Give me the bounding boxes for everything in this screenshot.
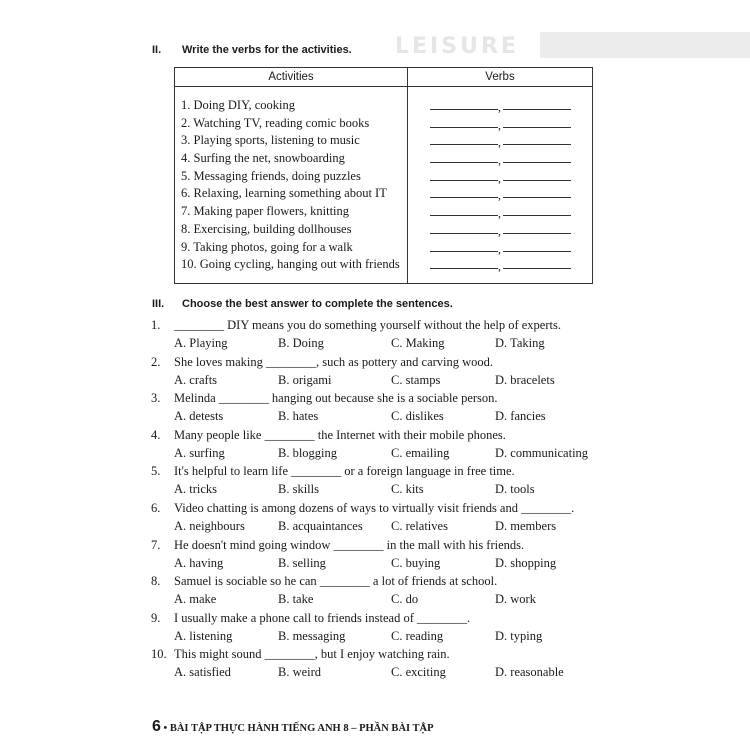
comma-separator: , [498,170,501,185]
question-item [151,574,611,611]
question-number: 9. [151,610,161,625]
verb-blank-1[interactable] [430,233,498,234]
section-2-heading [152,44,352,56]
verb-blank-1[interactable] [430,268,498,269]
question-item [151,611,611,648]
question-text: This might sound ________, but I enjoy watching rain. [174,647,450,662]
question-number: 6. [151,500,161,515]
answer-option[interactable]: B. origami [278,372,332,387]
question-stem [151,611,470,626]
activity-item: 1. Doing DIY, cooking [181,98,296,112]
question-stem [151,428,506,443]
answer-option[interactable]: C. buying [391,555,441,570]
verb-blank-2[interactable] [503,180,571,181]
answer-option[interactable]: A. detests [174,409,224,424]
answer-option[interactable]: C. Making [391,336,445,350]
question-text: Video chatting is among dozens of ways to virtually visit friends and ________. [174,500,575,515]
answer-option[interactable]: B. acquaintances [278,518,363,533]
answer-option[interactable]: D. fancies [495,409,546,424]
verbs-header: Verbs [408,68,593,87]
verb-blank-1[interactable] [430,180,498,181]
verb-answer-row [408,221,592,239]
verb-answer-row [408,256,592,274]
answer-option[interactable]: A. make [174,592,217,607]
answer-option[interactable]: C. do [391,592,419,607]
verb-blank-1[interactable] [430,144,498,145]
question-text: Many people like ________ the Internet with their mobile phones. [174,427,506,442]
verb-blank-2[interactable] [503,215,571,216]
question-item [151,464,611,501]
verb-blank-2[interactable] [503,197,571,198]
answer-option[interactable]: C. relatives [391,518,448,533]
page-number: 6 [152,718,161,735]
answer-option[interactable]: B. weird [278,665,322,680]
verb-blank-1[interactable] [430,162,498,163]
answer-option[interactable]: A. tricks [174,482,218,497]
comma-separator: , [498,188,501,203]
book-title: • BÀI TẬP THỰC HÀNH TIẾNG ANH 8 – PHẦN BÀI TẬP [163,723,434,734]
verb-answer-row [408,150,592,168]
question-text: It's helpful to learn life ________ or a foreign language in free time. [174,464,515,479]
comma-separator: , [498,153,501,168]
answer-option[interactable]: C. kits [391,482,424,497]
answer-option[interactable]: B. selling [278,555,326,570]
question-item [151,355,611,392]
comma-separator: , [498,223,501,238]
answer-option[interactable]: B. hates [278,409,319,424]
answer-option[interactable]: D. bracelets [495,372,555,387]
activities-cell [175,87,408,284]
question-list [151,318,611,684]
answer-option[interactable]: D. reasonable [495,665,564,680]
answer-option[interactable]: B. take [278,592,314,607]
verb-answer-row [408,115,592,133]
page-footer [152,718,434,736]
question-number: 8. [151,574,161,589]
section-3-number: III. [152,298,165,310]
verb-blank-2[interactable] [503,127,571,128]
activity-item: 3. Playing sports, listening to music [181,133,360,148]
verb-blank-2[interactable] [503,251,571,252]
answer-option[interactable]: D. tools [495,482,535,497]
verbs-list [408,87,592,283]
answer-option[interactable]: B. messaging [278,628,346,643]
question-text: Melinda ________ hanging out because she is a sociable person. [174,391,498,406]
answer-option[interactable]: D. work [495,592,536,607]
verb-blank-1[interactable] [430,215,498,216]
verb-blank-2[interactable] [503,162,571,163]
question-item [151,318,611,355]
verb-answer-row [408,168,592,186]
question-item [151,391,611,428]
verb-blank-1[interactable] [430,109,498,110]
activity-item: 6. Relaxing, learning something about IT [181,186,387,201]
question-number: 1. [151,318,161,332]
answer-option[interactable]: A. satisfied [174,665,231,680]
answer-option[interactable]: C. reading [391,628,444,643]
answer-option[interactable]: C. exciting [391,665,446,680]
answer-option[interactable]: D. communicating [495,445,589,460]
question-item [151,428,611,465]
comma-separator: , [498,100,501,114]
answer-option[interactable]: C. stamps [391,372,441,387]
verb-answer-row [408,203,592,221]
verb-answer-row [408,185,592,203]
question-stem [151,574,497,589]
activities-header: Activities [175,68,408,87]
verb-blank-2[interactable] [503,268,571,269]
question-number: 5. [151,464,161,479]
comma-separator: , [498,259,501,274]
answer-option[interactable]: D. members [495,518,557,533]
verbs-cell [408,87,593,284]
comma-separator: , [498,206,501,221]
answer-option[interactable]: A. Playing [174,336,228,350]
question-item [151,538,611,575]
activity-item: 10. Going cycling, hanging out with friends [181,257,400,272]
unit-watermark: LEISURE [395,34,519,59]
activity-item: 9. Taking photos, going for a walk [181,239,353,254]
question-stem [151,318,561,333]
verb-blank-2[interactable] [503,109,571,110]
question-stem [151,501,574,516]
verb-blank-2[interactable] [503,144,571,145]
question-number: 3. [151,391,161,406]
activity-item: 5. Messaging friends, doing puzzles [181,168,361,183]
question-text: ________ DIY means you do something yourself without the help of experts. [174,318,561,332]
answer-option[interactable]: A. crafts [174,372,218,387]
comma-separator: , [498,241,501,256]
answer-option[interactable]: A. having [174,555,224,570]
activity-item: 8. Exercising, building dollhouses [181,221,352,236]
activities-table [174,67,593,284]
question-stem [151,464,515,479]
answer-option[interactable]: A. surfing [174,445,225,460]
verb-answer-row [408,239,592,257]
answer-option[interactable]: C. emailing [391,445,450,460]
section-3-heading [152,298,453,310]
question-stem [151,391,498,406]
question-number: 2. [151,354,161,369]
section-2-title: Write the verbs for the activities. [182,44,352,56]
answer-option[interactable]: D. typing [495,628,543,643]
question-stem [151,355,493,370]
question-text: He doesn't mind going window ________ in the mall with his friends. [174,537,525,552]
answer-option[interactable]: C. dislikes [391,409,444,424]
answer-option[interactable]: B. blogging [278,445,338,460]
question-text: I usually make a phone call to friends instead of ________. [174,610,471,625]
section-3-title: Choose the best answer to complete the sentences. [182,298,453,310]
answer-option[interactable]: A. listening [174,628,233,643]
activities-list [175,87,407,283]
question-text: She loves making ________, such as pottery and carving wood. [174,354,494,369]
answer-option[interactable]: D. shopping [495,555,557,570]
activity-item: 4. Surfing the net, snowboarding [181,151,345,166]
verb-blank-1[interactable] [430,127,498,128]
activity-item: 7. Making paper flowers, knitting [181,204,350,219]
question-item [151,501,611,538]
question-text: Samuel is sociable so he can ________ a lot of friends at school. [174,574,498,589]
question-stem [151,538,524,553]
header-band [540,32,750,58]
verb-blank-1[interactable] [430,197,498,198]
verb-blank-2[interactable] [503,233,571,234]
verb-blank-1[interactable] [430,251,498,252]
activity-item: 2. Watching TV, reading comic books [181,115,370,130]
question-item [151,647,611,684]
answer-option[interactable]: D. Taking [495,336,545,350]
verb-answer-row [408,132,592,150]
question-number: 4. [151,427,161,442]
section-2-number: II. [152,44,162,56]
question-number: 7. [151,537,161,552]
question-number: 10. [151,647,167,662]
answer-option[interactable]: B. skills [278,482,319,497]
question-stem [151,647,450,662]
comma-separator: , [498,135,501,150]
comma-separator: , [498,117,501,132]
answer-option[interactable]: A. neighbours [174,518,245,533]
answer-option[interactable]: B. Doing [278,336,324,350]
verb-answer-row [408,97,592,115]
